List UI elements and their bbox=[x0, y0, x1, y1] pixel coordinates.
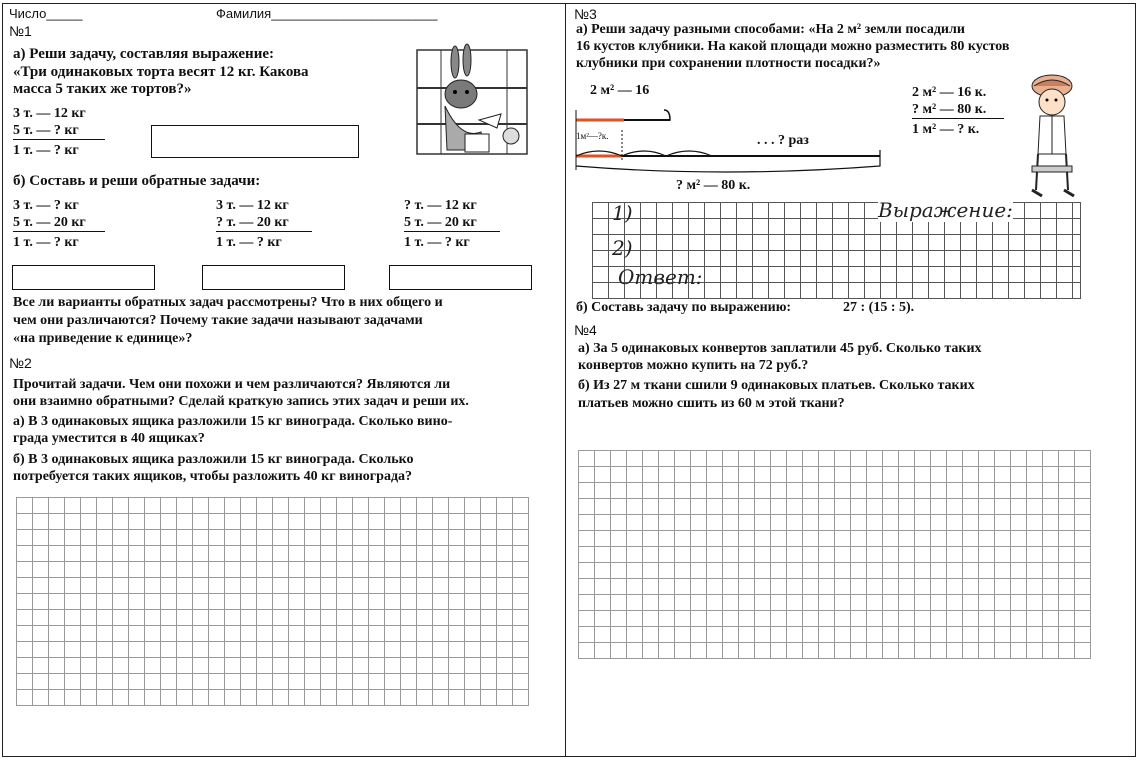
scheme-row: 3 т. — 12 кг bbox=[216, 198, 289, 213]
scheme-row: 1 м² — ? к. bbox=[912, 122, 980, 137]
handwritten-answer-label: Ответ: bbox=[618, 265, 703, 289]
handwritten-2: 2) bbox=[612, 236, 633, 260]
task3-label: №3 bbox=[574, 6, 597, 22]
task2-b-line2: потребуется таких ящиков, чтобы разложить 40 кг винограда? bbox=[13, 469, 413, 484]
task4-b-line2: платьев можно сшить из 60 м этой ткани? bbox=[578, 396, 845, 411]
task4-a-line2: конвертов можно купить на 72 руб.? bbox=[578, 358, 809, 373]
diagram-times-label: . . . ? раз bbox=[757, 133, 809, 148]
task1-inverse-2 bbox=[216, 197, 312, 251]
fraction-line bbox=[13, 139, 105, 140]
diagram-bottom-label: ? м² — 80 к. bbox=[676, 178, 751, 193]
scheme-row: 1 т. — ? кг bbox=[13, 143, 79, 158]
scheme-row: 1 т. — ? кг bbox=[216, 235, 282, 250]
boy-illustration bbox=[1022, 70, 1082, 210]
task3-part-b: б) Составь задачу по выражению: bbox=[576, 300, 792, 315]
task1-inverse-1 bbox=[13, 197, 105, 251]
task2-grid-workspace[interactable] bbox=[16, 497, 529, 706]
task1-question-line1: Все ли варианты обратных задач рассмотрены? Что в них общего и bbox=[13, 295, 443, 310]
answer-box-a[interactable] bbox=[151, 125, 359, 158]
answer-box-inverse-3[interactable] bbox=[389, 265, 532, 290]
diagram-top-label: 2 м² — 16 bbox=[590, 83, 650, 98]
handwritten-1: 1) bbox=[612, 201, 633, 225]
task1-label: №1 bbox=[9, 23, 32, 39]
task2-label: №2 bbox=[9, 355, 32, 371]
task3-scheme bbox=[912, 84, 1004, 138]
column-divider bbox=[565, 3, 566, 756]
scheme-row: 5 т. — 20 кг bbox=[404, 215, 477, 230]
handwritten-expression-label: Выражение: bbox=[878, 198, 1013, 222]
scheme-row: 3 т. — ? кг bbox=[13, 198, 79, 213]
task3-a-line2: 16 кустов клубники. На какой площади можно разместить 80 кустов bbox=[576, 39, 1010, 54]
task1-part-a: а) Реши задачу, составляя выражение: bbox=[13, 46, 274, 62]
surname-field-label[interactable]: Фамилия_______________________ bbox=[216, 6, 438, 21]
scheme-row: 3 т. — 12 кг bbox=[13, 106, 86, 121]
scheme-row: 1 т. — ? кг bbox=[404, 235, 470, 250]
answer-box-inverse-2[interactable] bbox=[202, 265, 345, 290]
task1-part-b: б) Составь и реши обратные задачи: bbox=[13, 173, 261, 189]
task1-quote-line2: масса 5 таких же тортов?» bbox=[13, 81, 192, 97]
scheme-row: ? т. — 20 кг bbox=[216, 215, 289, 230]
task4-a-line1: а) За 5 одинаковых конвертов заплатили 45 руб. Сколько таких bbox=[578, 341, 982, 356]
task1-question-line2: чем они различаются? Почему такие задачи называют задачами bbox=[13, 313, 423, 328]
scheme-row: ? т. — 12 кг bbox=[404, 198, 477, 213]
task1-scheme-a bbox=[13, 105, 105, 159]
fraction-line bbox=[912, 118, 1004, 119]
scheme-row: 5 т. — 20 кг bbox=[13, 215, 86, 230]
scheme-row: 5 т. — ? кг bbox=[13, 123, 79, 138]
task3-expression: 27 : (15 : 5). bbox=[843, 300, 915, 315]
task1-quote-line1: «Три одинаковых торта весят 12 кг. Какова bbox=[13, 64, 309, 80]
task4-grid-workspace[interactable] bbox=[578, 450, 1091, 659]
task2-intro-line2: они взаимно обратными? Сделай краткую запись этих задач и реши их. bbox=[13, 394, 469, 409]
scheme-row: ? м² — 80 к. bbox=[912, 102, 987, 117]
answer-box-inverse-1[interactable] bbox=[12, 265, 155, 290]
task2-a-line2: града уместится в 40 ящиках? bbox=[13, 431, 205, 446]
task2-a-line1: а) В 3 одинаковых ящика разложили 15 кг винограда. Сколько вино- bbox=[13, 414, 453, 429]
number-field-label[interactable]: Число_____ bbox=[9, 6, 83, 21]
task3-a-line1: а) Реши задачу разными способами: «На 2 м² земли посадили bbox=[576, 22, 965, 37]
task4-b-line1: б) Из 27 м ткани сшили 9 одинаковых платьев. Сколько таких bbox=[578, 378, 975, 393]
task1-inverse-3 bbox=[404, 197, 500, 251]
scheme-row: 2 м² — 16 к. bbox=[912, 85, 987, 100]
task2-b-line1: б) В 3 одинаковых ящика разложили 15 кг винограда. Сколько bbox=[13, 452, 414, 467]
diagram-small-label: 1м²—?к. bbox=[576, 131, 609, 141]
fraction-line bbox=[216, 231, 312, 232]
task2-intro-line1: Прочитай задачи. Чем они похожи и чем различаются? Являются ли bbox=[13, 377, 451, 392]
scheme-row: 1 т. — ? кг bbox=[13, 235, 79, 250]
fraction-line bbox=[13, 231, 105, 232]
fraction-line bbox=[404, 231, 500, 232]
rabbit-illustration bbox=[411, 40, 537, 160]
task3-a-line3: клубники при сохранении плотности посадки?» bbox=[576, 56, 881, 71]
task4-label: №4 bbox=[574, 322, 597, 338]
task1-question-line3: «на приведение к единице»? bbox=[13, 331, 193, 346]
